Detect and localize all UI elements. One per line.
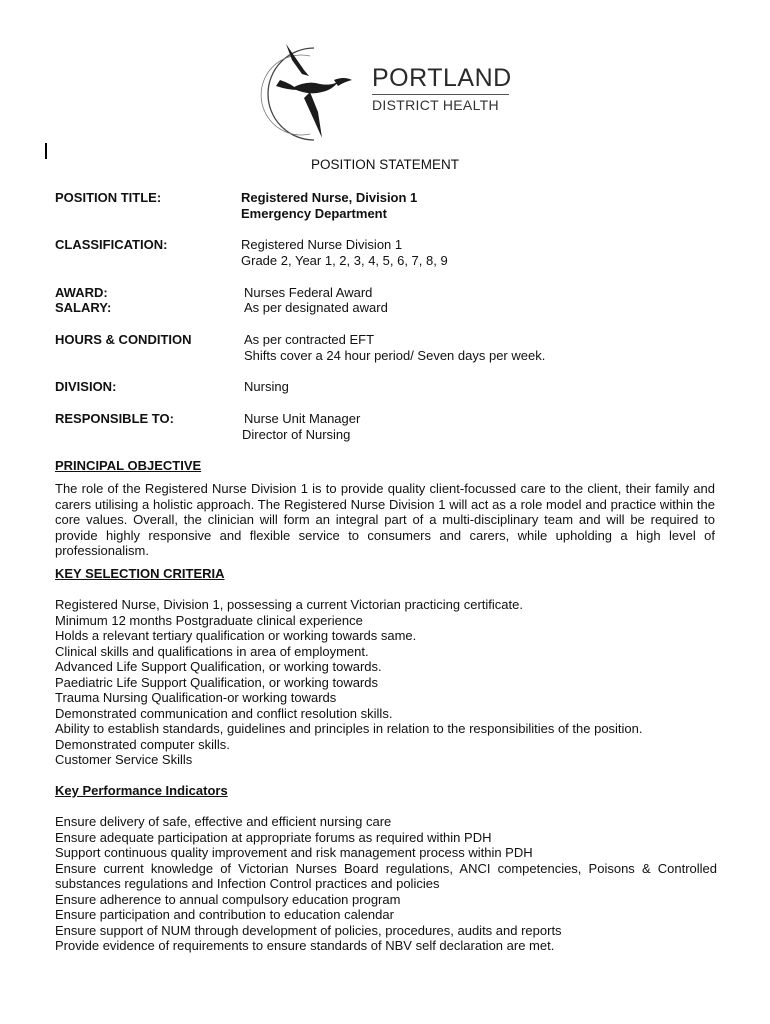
principal-objective-heading: PRINCIPAL OBJECTIVE (55, 458, 202, 473)
org-name: PORTLAND (372, 64, 512, 92)
position-title-label: POSITION TITLE: (55, 190, 162, 205)
hours-label: HOURS & CONDITION (55, 332, 192, 347)
salary-value: As per designated award (244, 300, 388, 315)
key-selection-criteria-list (55, 597, 717, 768)
classification-line-1: Registered Nurse Division 1 (241, 237, 403, 252)
hours-line-1: As per contracted EFT (244, 332, 375, 347)
list-item: Trauma Nursing Qualification-or working towards (55, 690, 337, 705)
document-title: POSITION STATEMENT (310, 157, 459, 172)
org-subtitle: DISTRICT HEALTH (372, 97, 499, 113)
division-label: DIVISION: (55, 379, 117, 394)
responsible-to-line-2: Director of Nursing (242, 427, 351, 442)
key-performance-indicators-heading: Key Performance Indicators (55, 783, 228, 798)
seabird-circle-logo-icon (252, 40, 364, 145)
list-item: Ability to establish standards, guidelines and principles in relation to the responsibilities of the position. (55, 721, 643, 736)
key-selection-criteria-heading: KEY SELECTION CRITERIA (55, 566, 225, 581)
salary-label: SALARY: (55, 300, 112, 315)
brand-divider (372, 94, 509, 95)
award-value: Nurses Federal Award (244, 285, 373, 300)
portland-district-health-logo (252, 40, 522, 145)
list-item: Support continuous quality improvement and risk management process within PDH (55, 845, 533, 860)
list-item: Clinical skills and qualifications in area of employment. (55, 643, 369, 659)
list-item: Ensure participation and contribution to education calendar (55, 907, 394, 922)
classification-label: CLASSIFICATION: (55, 237, 168, 252)
division-value: Nursing (244, 379, 289, 394)
key-performance-indicators-list (55, 814, 717, 954)
list-item: Paediatric Life Support Qualification, or working towards (55, 674, 378, 690)
list-item: Ensure adequate participation at appropriate forums as required within PDH (55, 829, 492, 845)
list-item: Ensure current knowledge of Victorian Nurses Board regulations, ANCI competencies, Poisons & Controlled substances regulations and Infection Control practices and policies (55, 860, 717, 891)
list-item: Ensure support of NUM through development of policies, procedures, audits and reports (55, 922, 562, 938)
list-item: Demonstrated communication and conflict resolution skills. (55, 705, 393, 721)
principal-objective-text: The role of the Registered Nurse Division 1 is to provide quality client-focussed care to the client, their family and carers utilising a holistic approach. The Registered Nurse Division 1 will act as a role model and practice within the core values. Overall, the clinician will form an integral part of a multi-disciplinary team and will be required to provide highly responsive and flexible service to consumers and carers, while upholding a high level of professionalism. (55, 481, 715, 559)
hours-line-2: Shifts cover a 24 hour period/ Seven days per week. (244, 348, 546, 363)
classification-line-2: Grade 2, Year 1, 2, 3, 4, 5, 6, 7, 8, 9 (241, 253, 448, 268)
list-item: Demonstrated computer skills. (55, 736, 230, 752)
list-item: Provide evidence of requirements to ensure standards of NBV self declaration are met. (55, 938, 555, 953)
list-item: Holds a relevant tertiary qualification or working towards same. (55, 628, 417, 643)
responsible-to-label: RESPONSIBLE TO: (55, 411, 174, 426)
list-item: Ensure adherence to annual compulsory education program (55, 891, 401, 907)
list-item: Minimum 12 months Postgraduate clinical experience (55, 612, 363, 628)
list-item: Registered Nurse, Division 1, possessing a current Victorian practicing certificate. (55, 597, 523, 612)
award-label: AWARD: (55, 285, 108, 300)
responsible-to-line-1: Nurse Unit Manager (244, 411, 361, 426)
list-item: Customer Service Skills (55, 752, 193, 767)
list-item: Ensure delivery of safe, effective and efficient nursing care (55, 814, 392, 829)
list-item: Advanced Life Support Qualification, or working towards. (55, 659, 382, 674)
position-title-line-1: Registered Nurse, Division 1 (241, 190, 418, 205)
position-title-line-2: Emergency Department (241, 206, 387, 221)
